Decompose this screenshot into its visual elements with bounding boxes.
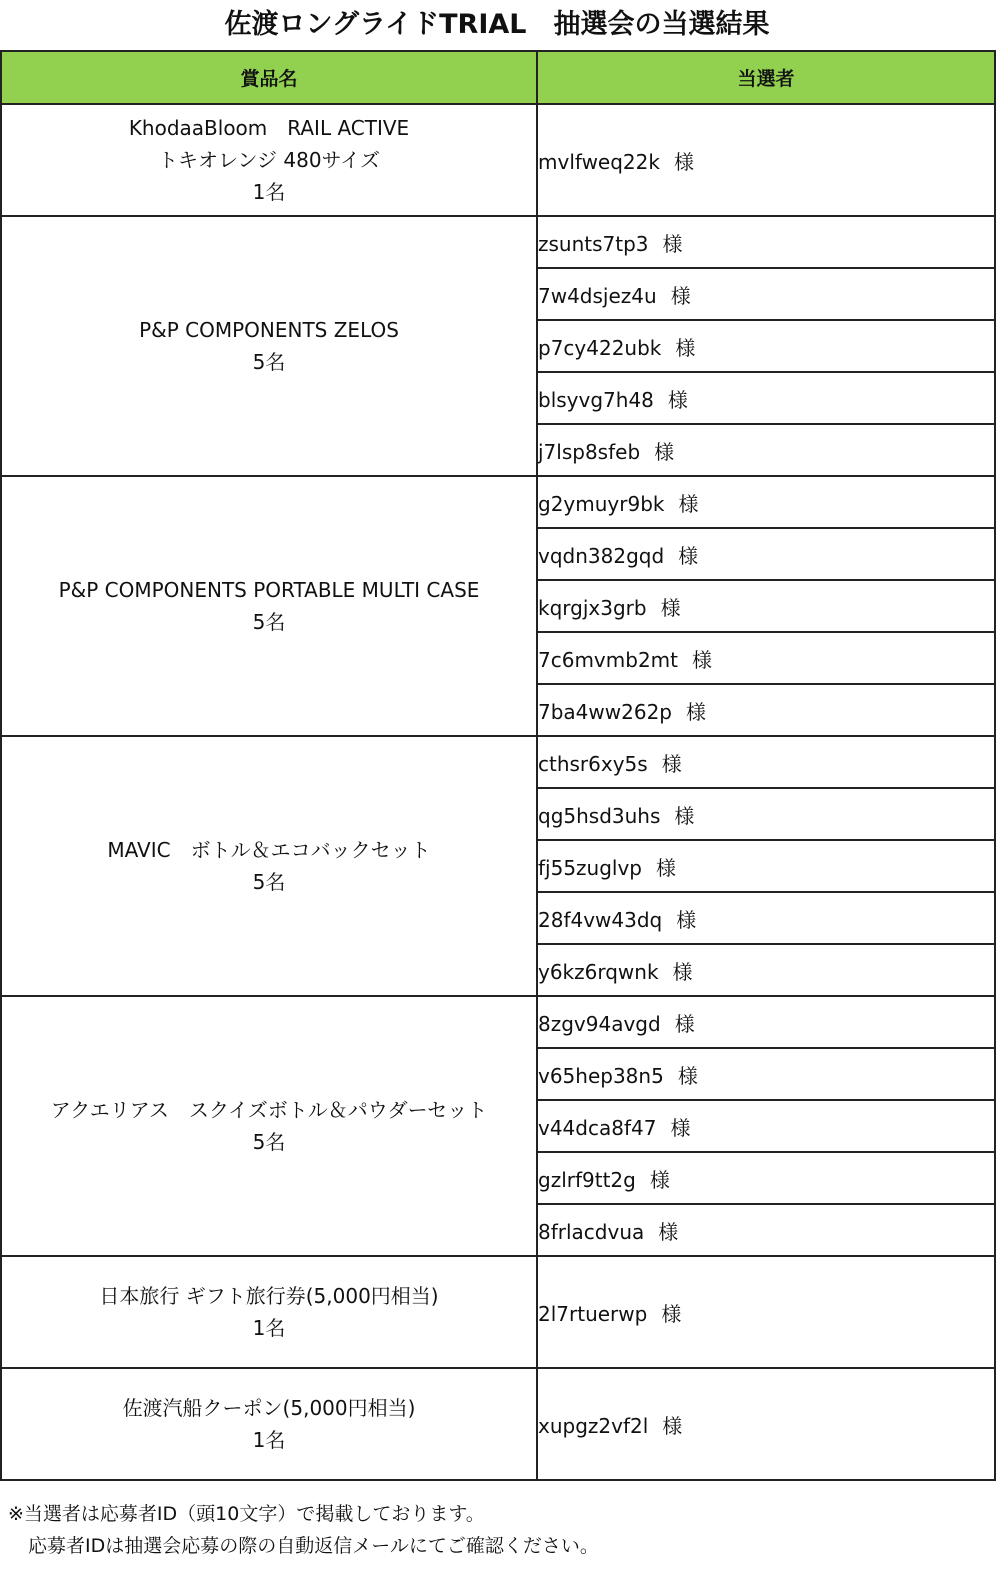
- winner-id: v44dca8f47: [538, 1115, 657, 1140]
- prize-name: アクエリアス スクイズボトル＆パウダーセット: [50, 1098, 488, 1122]
- honorific: 様: [676, 907, 697, 932]
- winner-cell: [537, 320, 995, 372]
- prize-cell: [1, 104, 537, 216]
- table-row: [1, 1256, 995, 1368]
- winner-id: 28f4vw43dq: [538, 907, 663, 932]
- winner-id: kqrgjx3grb: [538, 595, 647, 620]
- winner-id: vqdn382gqd: [538, 543, 665, 568]
- winner-id: 7w4dsjez4u: [538, 283, 657, 308]
- honorific: 様: [661, 1301, 682, 1326]
- prize-count: 5名: [252, 350, 286, 374]
- winner-id: qg5hsd3uhs: [538, 803, 661, 828]
- winner-cell: [537, 684, 995, 736]
- prize-column-header: 賞品名: [1, 51, 537, 104]
- winner-cell: [537, 788, 995, 840]
- honorific: 様: [649, 1167, 670, 1192]
- winner-id: v65hep38n5: [538, 1063, 664, 1088]
- winner-cell: [537, 216, 995, 268]
- honorific: 様: [674, 803, 695, 828]
- winner-id: 8zgv94avgd: [538, 1011, 661, 1036]
- winner-cell: [537, 424, 995, 476]
- page-title: 佐渡ロングライドTRIAL 抽選会の当選結果: [224, 9, 770, 40]
- table-row: [1, 996, 995, 1048]
- winner-cell: [537, 892, 995, 944]
- winner-id: mvlfweq22k: [538, 149, 660, 174]
- table-row: [1, 476, 995, 528]
- winner-id: p7cy422ubk: [538, 335, 662, 360]
- table-header-row: [1, 51, 995, 104]
- table-row: [1, 736, 995, 788]
- prize-count: 5名: [252, 1130, 286, 1154]
- winner-cell: [537, 528, 995, 580]
- prize-name: P&P COMPONENTS PORTABLE MULTI CASE: [58, 578, 480, 602]
- winner-cell: [537, 996, 995, 1048]
- winner-id: 8frlacdvua: [538, 1219, 645, 1244]
- prize-name: 佐渡汽船クーポン(5,000円相当): [122, 1396, 416, 1420]
- winner-cell: [537, 1256, 995, 1368]
- winner-cell: [537, 1368, 995, 1480]
- honorific: 様: [678, 491, 699, 516]
- winner-cell: [537, 944, 995, 996]
- footnote-line-1: ※当選者は応募者ID（頭10文字）で掲載しております。: [8, 1503, 485, 1525]
- prize-count: 1名: [252, 1428, 286, 1452]
- winner-cell: [537, 632, 995, 684]
- honorific: 様: [677, 1063, 698, 1088]
- winner-id: fj55zuglvp: [538, 855, 643, 880]
- prize-cell: [1, 736, 537, 996]
- winner-cell: [537, 736, 995, 788]
- honorific: 様: [673, 149, 694, 174]
- prize-cell: [1, 216, 537, 476]
- prize-count: 1名: [252, 180, 286, 204]
- prize-name: KhodaaBloom RAIL ACTIVE: [128, 116, 410, 140]
- prize-name: P&P COMPONENTS ZELOS: [139, 318, 399, 342]
- honorific: 様: [670, 283, 691, 308]
- prize-name: 日本旅行 ギフト旅行券(5,000円相当): [99, 1284, 439, 1308]
- table-row: [1, 216, 995, 268]
- table-row: [1, 1368, 995, 1480]
- honorific: 様: [672, 959, 693, 984]
- winner-id: j7lsp8sfeb: [538, 439, 641, 464]
- winner-cell: [537, 1100, 995, 1152]
- winner-cell: [537, 1204, 995, 1256]
- winner-cell: [537, 1152, 995, 1204]
- winner-cell: [537, 840, 995, 892]
- winner-id: gzlrf9tt2g: [538, 1167, 636, 1192]
- honorific: 様: [692, 647, 712, 672]
- winner-id: 2l7rtuerwp: [538, 1301, 648, 1326]
- winner-id: xupgz2vf2l: [538, 1413, 649, 1438]
- honorific: 様: [656, 855, 677, 880]
- honorific: 様: [667, 387, 688, 412]
- winner-cell: [537, 268, 995, 320]
- prize-cell: [1, 476, 537, 736]
- winner-column-header: 当選者: [537, 51, 995, 104]
- winner-cell: [537, 580, 995, 632]
- prize-count: 1名: [252, 1316, 286, 1340]
- winner-id: g2ymuyr9bk: [538, 491, 665, 516]
- prize-name: MAVIC ボトル＆エコバックセット: [107, 838, 431, 862]
- prize-count: 5名: [252, 870, 286, 894]
- winner-id: blsyvg7h48: [538, 387, 654, 412]
- results-table: [0, 50, 996, 1481]
- honorific: 様: [678, 543, 699, 568]
- footnote: [8, 1498, 988, 1562]
- honorific: 様: [654, 439, 675, 464]
- honorific: 様: [674, 1011, 695, 1036]
- prize-detail: トキオレンジ 480サイズ: [158, 148, 380, 172]
- prize-cell: [1, 1368, 537, 1480]
- honorific: 様: [662, 1413, 683, 1438]
- winner-cell: [537, 372, 995, 424]
- footnote-line-2: 応募者IDは抽選会応募の際の自動返信メールにてご確認ください。: [28, 1535, 599, 1557]
- prize-cell: [1, 1256, 537, 1368]
- winner-cell: [537, 104, 995, 216]
- honorific: 様: [660, 595, 681, 620]
- honorific: 様: [662, 231, 683, 256]
- winner-cell: [537, 1048, 995, 1100]
- winner-id: 7c6mvmb2mt: [538, 647, 678, 672]
- honorific: 様: [675, 335, 696, 360]
- winner-id: zsunts7tp3: [538, 231, 649, 256]
- winner-id: y6kz6rqwnk: [538, 959, 659, 984]
- winner-cell: [537, 476, 995, 528]
- honorific: 様: [685, 699, 706, 724]
- honorific: 様: [670, 1115, 691, 1140]
- winner-id: 7ba4ww262p: [538, 699, 672, 724]
- prize-count: 5名: [252, 610, 286, 634]
- honorific: 様: [661, 751, 682, 776]
- prize-cell: [1, 996, 537, 1256]
- winner-id: cthsr6xy5s: [538, 751, 648, 776]
- table-row: [1, 104, 995, 216]
- honorific: 様: [658, 1219, 679, 1244]
